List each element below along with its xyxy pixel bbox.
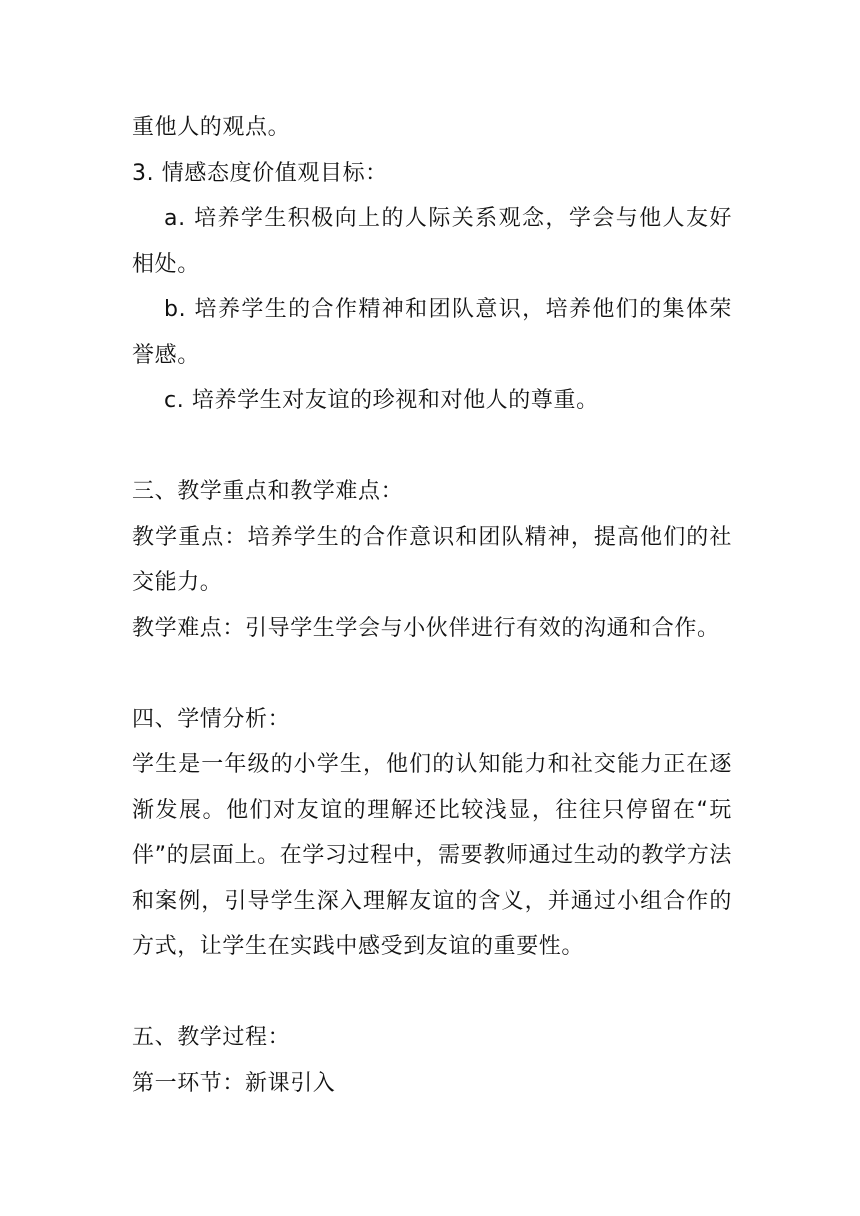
document-body <box>132 105 732 1106</box>
teaching-difficulty: 教学难点：引导学生学会与小伙伴进行有效的沟通和合作。 <box>132 615 720 641</box>
goal-item-b: b. 培养学生的合作精神和团队意识，培养他们的集体荣誉感。 <box>132 297 732 368</box>
learner-analysis-paragraph: 学生是一年级的小学生，他们的认知能力和社交能力正在逐渐发展。他们对友谊的理解还比较浅显，往往只停留在“玩伴”的层面上。在学习过程中，需要教师通过生动的教学方法和案例，引导学生深入理解友谊的含义，并通过小组合作的方式，让学生在实践中感受到友谊的重要性。 <box>132 752 732 959</box>
blank-line <box>132 970 732 1016</box>
section-heading-learner-analysis: 四、学情分析： <box>132 706 291 732</box>
section-goal-heading: 3. 情感态度价值观目标： <box>132 160 388 186</box>
paragraph-continued-line: 重他人的观点。 <box>132 115 291 140</box>
section-heading-teaching-process: 五、教学过程： <box>132 1025 291 1050</box>
goal-item-c: c. 培养学生对友谊的珍视和对他人的尊重。 <box>164 388 599 413</box>
teaching-key-point: 教学重点：培养学生的合作意识和团队精神，提高他们的社交能力。 <box>132 524 732 595</box>
goal-item-a: a. 培养学生积极向上的人际关系观念，学会与他人友好相处。 <box>132 206 732 277</box>
teaching-stage-title: 第一环节：新课引入 <box>132 1070 336 1096</box>
blank-line <box>132 651 732 697</box>
blank-line <box>132 424 732 470</box>
section-heading-key-points: 三、教学重点和教学难点： <box>132 479 404 504</box>
